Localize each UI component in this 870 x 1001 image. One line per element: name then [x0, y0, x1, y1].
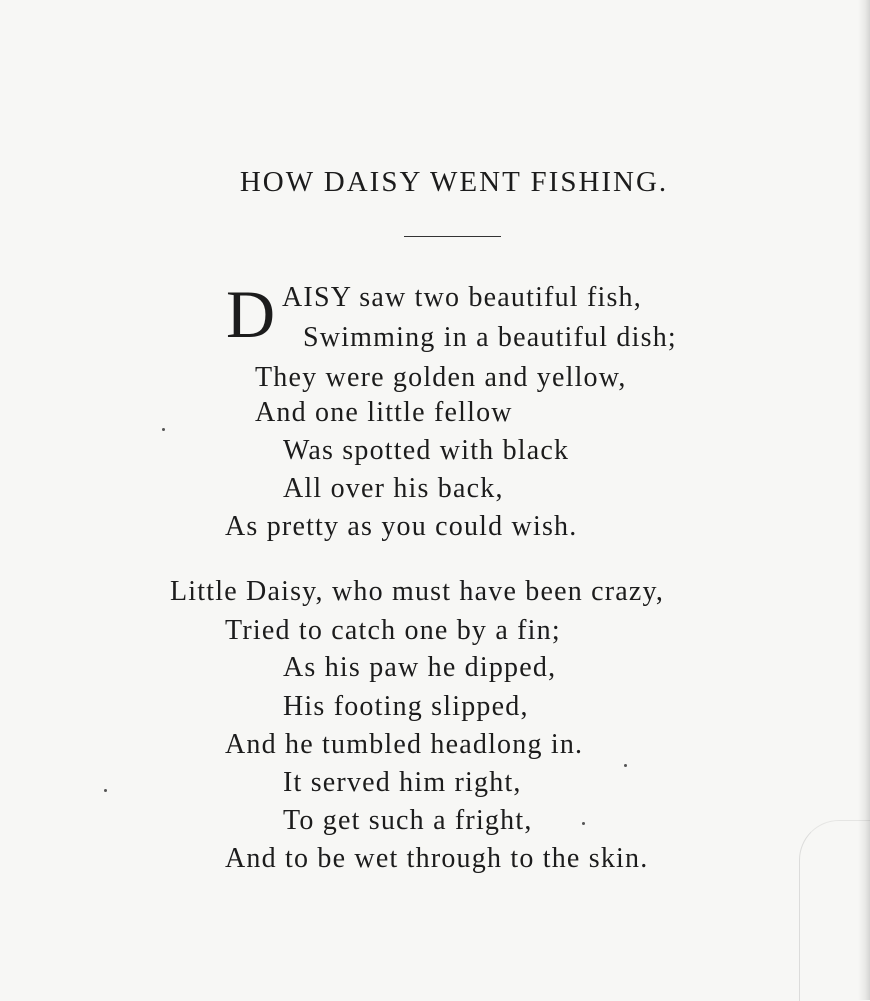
title-divider [404, 236, 501, 237]
poem-line: They were golden and yellow, [255, 362, 627, 393]
poem-line: Tried to catch one by a fin; [225, 615, 561, 646]
poem-title: HOW DAISY WENT FISHING. [239, 166, 669, 198]
poem-line: As pretty as you could wish. [225, 511, 578, 542]
paper-speck [104, 789, 107, 792]
poem-line: To get such a fright, [283, 805, 533, 836]
paper-speck [162, 428, 165, 431]
poem-line: And he tumbled headlong in. [225, 729, 584, 760]
poem-line: And one little fellow [255, 397, 513, 428]
poem-line: And to be wet through to the skin. [225, 843, 649, 874]
poem-line: Swimming in a beautiful dish; [303, 322, 677, 353]
poem-line: Little Daisy, who must have been crazy, [170, 576, 665, 607]
poem-line: It served him right, [283, 767, 522, 798]
paper-speck [624, 764, 627, 767]
poem-line: Was spotted with black [283, 435, 570, 466]
paper-speck [582, 822, 585, 825]
poem-line: His footing slipped, [283, 691, 529, 722]
poem-line: AISY saw two beautiful fish, [282, 282, 642, 313]
poem-line: As his paw he dipped, [283, 652, 557, 683]
poem-line: All over his back, [283, 473, 504, 504]
drop-cap: D [226, 276, 276, 352]
page-edge-wear [799, 820, 870, 1001]
